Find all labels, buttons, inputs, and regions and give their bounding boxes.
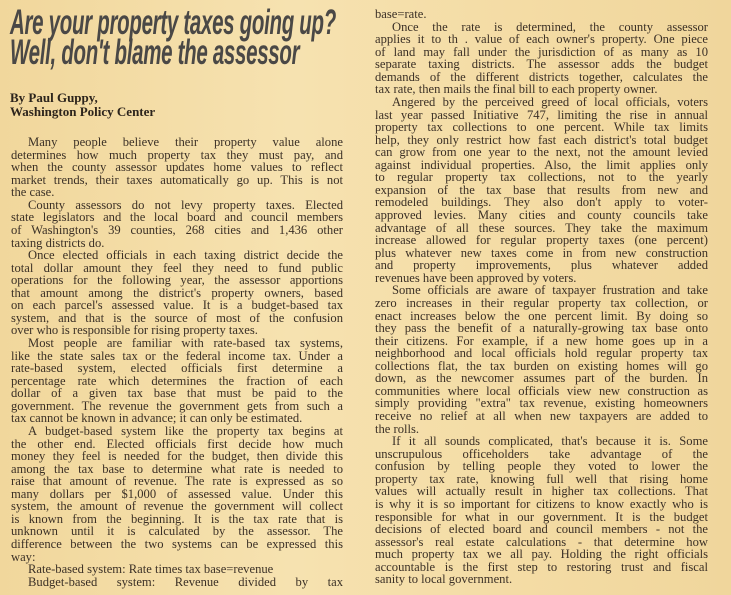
text-line: demands of the different districts together, calculates the <box>375 69 708 84</box>
text-line: approved levies. Many cities and county councils take <box>375 208 708 222</box>
paragraph <box>11 199 343 249</box>
text-line: accountable is the first step to restoring trust and fiscal <box>375 559 708 574</box>
text-line: dollar of a given tax base that must be paid to the <box>11 386 343 401</box>
text-line: Many people believe their property value alone <box>28 135 343 149</box>
right-column <box>375 8 708 586</box>
text-line: when the county assessor updates home values to reflect <box>11 160 343 175</box>
text-line: confusion by telling people they voted to lower the <box>375 459 708 474</box>
text-line: property tax rate, knowing full well that rising home <box>375 471 708 486</box>
text-line: state legislators and the local board and council members <box>11 210 343 225</box>
text-line: raise that amount of revenue. The rate is expressed as so <box>11 474 343 489</box>
text-line: can grow from one year to the next, not the amount levied <box>375 145 708 160</box>
text-line: If it all sounds complicated, that's because it is. Some <box>392 434 708 449</box>
text-line: enact increases below the one percent limit. By doing so <box>375 308 708 323</box>
text-line: Some officials are aware of taxpayer frustration and take <box>392 283 708 298</box>
paragraph <box>11 425 343 563</box>
text-line: of Washington's 39 counties, 268 cities and 1,436 other <box>11 222 343 237</box>
text-line: values will actually result in higher tax collections. That <box>375 484 708 499</box>
text-line: system, the amount of revenue the government will collect <box>11 499 343 514</box>
text-line: percentage rate which determines the fraction of each <box>11 373 343 388</box>
text-line: zero increases in their regular property tax collection, or <box>375 295 708 310</box>
text-line: to regular property tax collections, not to the yearly <box>375 170 708 185</box>
paragraph <box>11 136 343 199</box>
text-line: applies it to th . value of each owner's property. One piece <box>375 32 708 47</box>
text-line: market trends, their taxes automatically go up. This is not <box>11 172 343 187</box>
text-line: base=rate. <box>375 7 427 21</box>
text-line: money they feel is needed for the budget, then divide this <box>11 449 343 464</box>
text-line: among the tax base to determine what rate is needed to <box>11 461 343 476</box>
text-line: responsible for what in our government. It is the budget <box>375 509 708 524</box>
byline-organization: Washington Policy Center <box>10 103 156 119</box>
headline-line-1: Are your property taxes going up? <box>10 3 336 42</box>
text-line: last year passed Initiative 747, limiting the rise in annual <box>375 107 708 122</box>
text-line: on each parcel's assessed value. It is a budget-based tax <box>11 298 343 313</box>
text-line: simply providing "extra" tax revenue, existing homeowners <box>375 396 708 411</box>
text-line: unknown until it is calculated by the assessor. The <box>11 524 343 539</box>
text-line: against individual properties. Also, the limit applies only <box>375 157 708 172</box>
text-line: the other end. Elected officials first decide how much <box>11 436 343 451</box>
text-line: rate-based system, elected officials first determine a <box>11 361 343 376</box>
byline-author: By Paul Guppy, <box>10 90 98 105</box>
text-line: expansion of the tax base that results from new and <box>375 182 708 197</box>
paragraph <box>375 8 708 21</box>
paragraph <box>11 337 343 425</box>
text-line: total dollar amount they feel they need to fund public <box>11 260 343 275</box>
text-line: receive no relief at all when new taxpayers are added to <box>375 409 708 423</box>
text-line: tax cannot be known in advance; it can only be estimated. <box>11 411 303 426</box>
text-line: help, they only restrict how fast each district's total budget <box>375 132 708 147</box>
text-line: Angered by the perceived greed of local officials, voters <box>392 94 708 109</box>
paragraph <box>375 435 708 586</box>
text-line: Once the rate is determined, the county assessor <box>392 19 708 34</box>
text-line: collections flat, the tax burden on existing homes will go <box>375 358 708 373</box>
text-line: unscrupulous officeholders take advantage of the <box>375 446 708 461</box>
text-line: they pass the benefit of a naturally-growing tax base onto <box>375 321 708 336</box>
text-line: and property improvements, plus whatever added <box>375 258 708 273</box>
text-line: Once elected officials in each taxing district decide the <box>28 248 343 263</box>
text-line: Budget-based system: Revenue divided by tax <box>28 574 343 589</box>
text-line: sanity to local government. <box>375 572 513 587</box>
paragraph <box>11 576 343 589</box>
text-line: is known from the beginning. It is the tax rate that is <box>11 511 343 526</box>
text-line: A budget-based system like the property tax begins at <box>28 423 343 438</box>
text-line: determines how much property tax they must pay, and <box>11 147 343 162</box>
text-line: government. The revenue the government gets from such a <box>11 398 343 413</box>
text-line: that amount among the district's property owners, based <box>11 285 343 300</box>
paragraph <box>375 96 708 284</box>
text-line: plus whatever new taxes come in from new construction <box>375 245 708 260</box>
text-line: decisions of elected board and council members - not the <box>375 522 708 537</box>
text-line: the rolls. <box>375 421 420 436</box>
text-line: increase allowed for regular property taxes (one percent) <box>375 233 708 248</box>
text-line: property tax collections to one percent. While tax limits <box>375 120 708 135</box>
text-line: taxing districts do. <box>11 235 105 250</box>
text-line: operations for the following year, the assessor apportions <box>11 273 343 288</box>
left-column <box>11 136 343 588</box>
text-line: much property tax we all pay. Holding the right officials <box>375 547 708 562</box>
text-line: of land may fall under the jurisdiction of as many as 10 <box>375 44 708 59</box>
text-line: revenues have been approved by voters. <box>375 270 577 285</box>
text-line: advantage of all these sources. They take the maximum <box>375 220 708 235</box>
paragraph <box>11 563 343 576</box>
text-line: communities where local officials view new construction as <box>375 383 708 398</box>
text-line: many dollars per $1,000 of assessed value. Under this <box>11 486 343 501</box>
text-line: is why it is so important for citizens to know exactly who is <box>375 496 708 511</box>
text-line: Rate-based system: Rate times tax base=revenue <box>28 562 274 577</box>
headline-line-2: Well, don't blame the assessor <box>10 33 300 72</box>
paragraph <box>11 249 343 337</box>
text-line: Most people are familiar with rate-based tax systems, <box>28 336 343 350</box>
text-line: neighborhood and local officials hold regular property tax <box>375 346 708 361</box>
text-line: County assessors do not levy property taxes. Elected <box>28 197 343 212</box>
text-line: difference between the two systems can be expressed this <box>11 537 343 551</box>
text-line: way: <box>11 549 36 564</box>
text-line: assessor's real estate calculations - that determine how <box>375 534 708 549</box>
text-line: tax rate, then mails the final bill to each property owner. <box>375 82 658 97</box>
text-line: over who is responsible for rising property taxes. <box>11 323 258 338</box>
text-line: down, as the newcomer assumes part of the burden. In <box>375 371 708 386</box>
text-line: separate taxing districts. The assessor adds the budget <box>375 57 708 72</box>
text-line: like the state sales tax or the federal income tax. Under a <box>11 348 343 363</box>
paragraph <box>375 21 708 96</box>
byline <box>10 91 155 118</box>
paragraph <box>375 284 708 435</box>
text-line: their citizens. For example, if a new home goes up in a <box>375 333 708 348</box>
text-line: the case. <box>11 185 55 200</box>
text-line: system, and that is the source of most of the confusion <box>11 310 343 325</box>
text-line: remodeled buildings. They also don't apply to voter- <box>375 195 708 210</box>
